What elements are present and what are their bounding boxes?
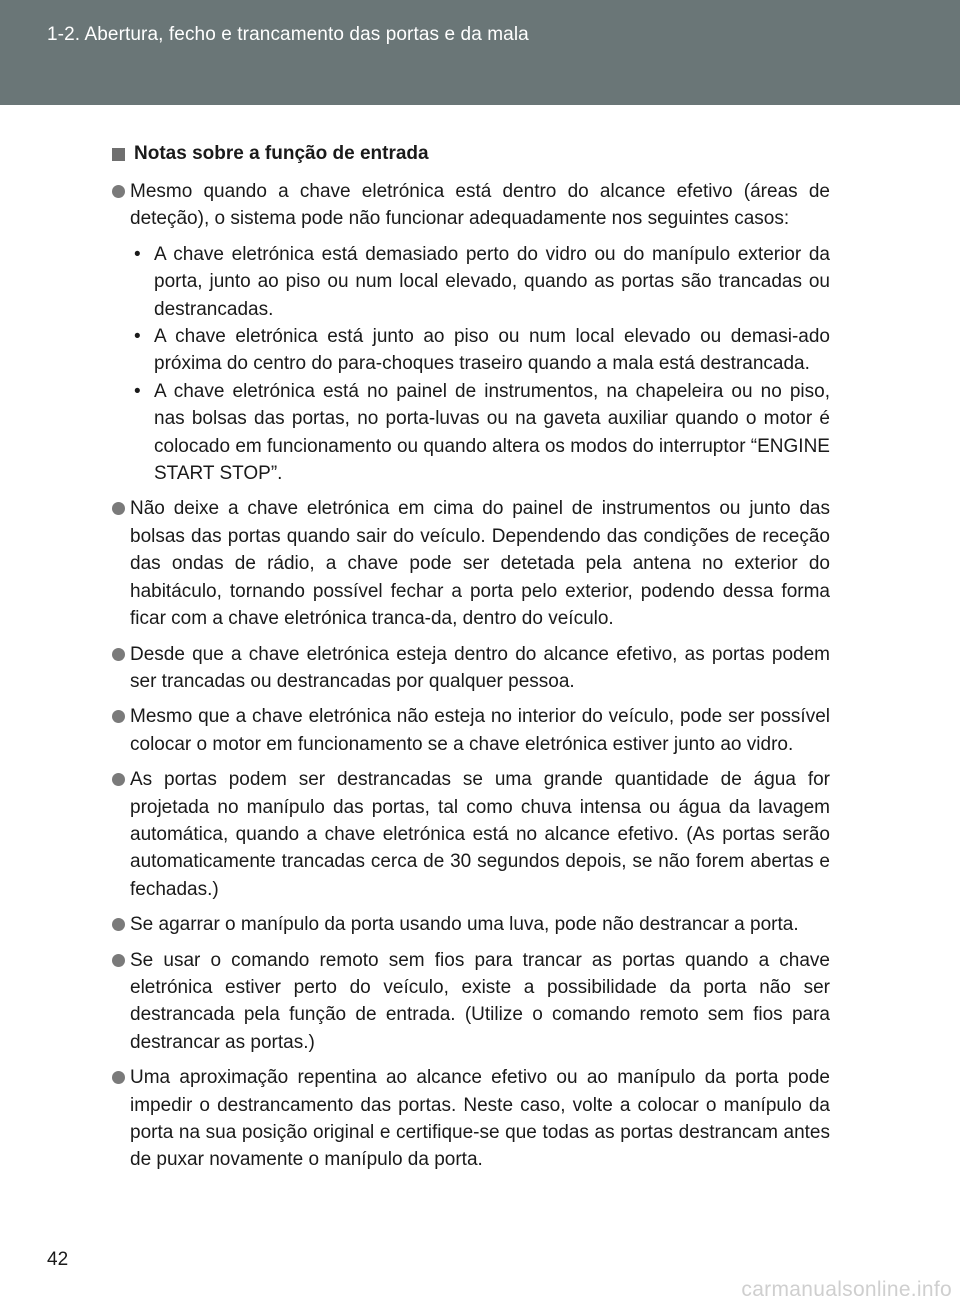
sub-list-item-text: A chave eletrónica está no painel de instrumentos, na chapeleira ou no piso, nas bolsas das portas, no porta-luvas ou na gaveta auxiliar quando o motor é colocado em funcionamento ou quando altera os modos do interruptor “ENGINE START STOP”. xyxy=(154,380,830,485)
page-number: 42 xyxy=(47,1249,69,1270)
chapter-title: 1-2. Abertura, fecho e trancamento das portas e da mala xyxy=(47,24,529,45)
sub-list-item xyxy=(132,323,830,378)
dot-bullet-icon: • xyxy=(134,326,141,348)
circle-bullet-icon xyxy=(112,1071,125,1084)
circle-bullet-icon xyxy=(112,710,125,723)
sub-list xyxy=(130,241,830,488)
circle-bullet-icon xyxy=(112,185,125,198)
list-item-text: Desde que a chave eletrónica esteja dentro do alcance efetivo, as portas podem ser trancadas ou destrancadas por qualquer pessoa. xyxy=(130,643,830,692)
sub-list-item xyxy=(132,378,830,488)
list-item xyxy=(112,641,830,696)
sub-list-item-text: A chave eletrónica está junto ao piso ou num local elevado ou demasi-ado próxima do centro do para-choques traseiro quando a mala está destrancada. xyxy=(154,326,830,375)
list-item xyxy=(112,495,830,632)
sub-list-item xyxy=(132,241,830,323)
sub-list-item-text: A chave eletrónica está demasiado perto do vidro ou do manípulo exterior da porta, junto ao piso ou num local elevado, quando as portas são trancadas ou destrancadas. xyxy=(154,243,830,320)
square-bullet-icon xyxy=(112,148,125,161)
list-item xyxy=(112,766,830,903)
list-item xyxy=(112,911,830,938)
list-item xyxy=(112,178,830,487)
circle-bullet-icon xyxy=(112,954,125,967)
watermark: carmanualsonline.info xyxy=(741,1278,952,1301)
list-item xyxy=(112,703,830,758)
list-item-text: Uma aproximação repentina ao alcance efetivo ou ao manípulo da porta pode impedir o destrancamento das portas. Neste caso, volte a colocar o manípulo da porta na sua posição original e certifique-se que todas as portas destrancam antes de puxar novamente o manípulo da porta. xyxy=(130,1067,830,1171)
list-item-text: Se usar o comando remoto sem fios para trancar as portas quando a chave eletrónica estiver perto do veículo, existe a possibilidade da porta não ser destrancada pela função de entrada. (Utilize o comando remoto sem fios para destrancar as portas.) xyxy=(130,949,830,1053)
circle-bullet-icon xyxy=(112,918,125,931)
list-item-text: Mesmo quando a chave eletrónica está dentro do alcance efetivo (áreas de deteção), o sistema pode não funcionar adequadamente nos seguintes casos: xyxy=(130,181,830,230)
list-item-text: As portas podem ser destrancadas se uma grande quantidade de água for projetada no manípulo das portas, tal como chuva intensa ou água da lavagem automática, quando a chave eletrónica está no alcance efetivo. (As portas serão automaticamente trancadas cerca de 30 segundos depois, se não forem abertas e fechadas.) xyxy=(130,769,830,900)
list-item-text: Se agarrar o manípulo da porta usando uma luva, pode não destrancar a porta. xyxy=(130,914,799,936)
list-item xyxy=(112,947,830,1057)
circle-bullet-icon xyxy=(112,773,125,786)
dot-bullet-icon: • xyxy=(134,380,141,402)
list-item-text: Não deixe a chave eletrónica em cima do painel de instrumentos ou junto das bolsas das portas quando sair do veículo. Dependendo das condições de receção das ondas de rádio, a chave pode ser detetada pela antena no exterior do habitáculo, tornando possível fechar a porta pelo exterior, podendo dessa forma ficar com a chave eletrónica tranca-da, dentro do veículo. xyxy=(130,498,830,630)
dot-bullet-icon: • xyxy=(134,243,141,265)
section-title: Notas sobre a função de entrada xyxy=(134,143,429,164)
section-heading xyxy=(112,140,830,168)
circle-bullet-icon xyxy=(112,648,125,661)
chapter-header xyxy=(0,0,960,105)
list-item xyxy=(112,1064,830,1174)
main-content xyxy=(112,140,830,1182)
circle-bullet-icon xyxy=(112,502,125,515)
list-item-text: Mesmo que a chave eletrónica não esteja no interior do veículo, pode ser possível colocar o motor em funcionamento se a chave eletrónica estiver junto ao vidro. xyxy=(130,706,830,755)
